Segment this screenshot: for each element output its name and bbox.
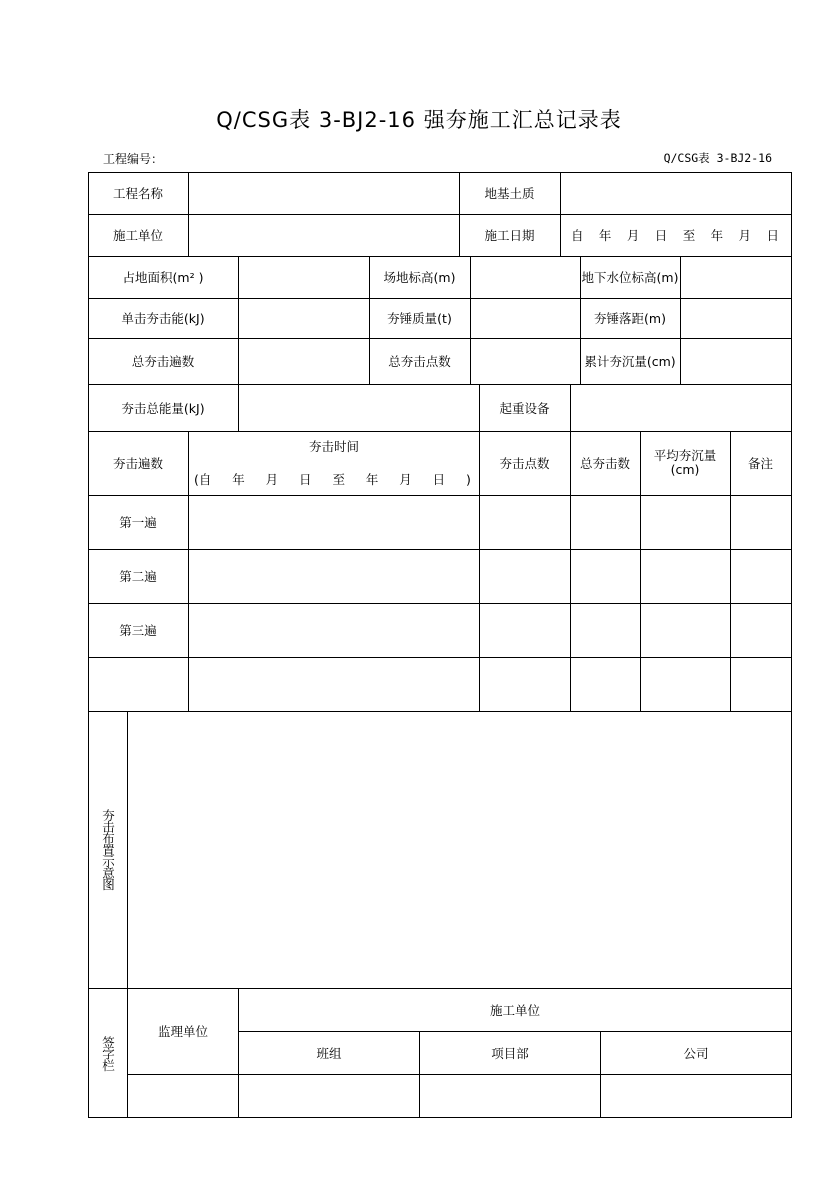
team-signature-field[interactable] xyxy=(239,1075,419,1117)
area-label: 占地面积(m² ) xyxy=(122,270,204,285)
time-from: (自 xyxy=(194,472,212,487)
total-passes-label: 总夯击遍数 xyxy=(131,354,195,369)
layout-diagram-label: 夯击布置示意图 xyxy=(100,809,116,890)
total-hits-header: 总夯击数 xyxy=(579,456,630,471)
date-day: 日 xyxy=(654,228,668,243)
avg-settlement-title: 平均夯沉量 xyxy=(653,448,717,463)
time-close: ) xyxy=(466,471,471,487)
construction-unit-label: 施工单位 xyxy=(112,228,163,243)
team-label: 班组 xyxy=(316,1045,342,1061)
time-month: 月 xyxy=(399,472,412,487)
total-points-label: 总夯击点数 xyxy=(388,354,451,369)
project-name-label: 工程名称 xyxy=(112,186,163,201)
total-points-field[interactable] xyxy=(471,338,580,384)
groundwater-elevation-field[interactable] xyxy=(681,256,791,298)
page-title: Q/CSG表 3-BJ2-16 强夯施工汇总记录表 xyxy=(216,108,622,132)
record-form-table xyxy=(88,172,792,1118)
supervision-unit-label: 监理单位 xyxy=(157,1024,208,1039)
total-energy-label: 夯击总能量(kJ) xyxy=(121,400,205,416)
construction-unit-header: 施工单位 xyxy=(489,1002,540,1018)
date-year: 年 xyxy=(710,228,724,243)
site-elevation-field[interactable] xyxy=(471,256,580,298)
row-line xyxy=(88,603,792,604)
area-field[interactable] xyxy=(239,256,369,298)
row-line xyxy=(88,657,792,658)
single-energy-label: 单击夯击能(kJ) xyxy=(121,311,205,326)
time-header: 夯击时间 xyxy=(308,439,359,454)
supervision-signature-field[interactable] xyxy=(128,1075,238,1117)
date-month: 月 xyxy=(626,228,640,243)
form-code: Q/CSG表 3-BJ2-16 xyxy=(663,151,772,165)
construction-date-range[interactable] xyxy=(561,214,791,256)
construction-date-label: 施工日期 xyxy=(484,228,535,243)
pass-row-label: 第二遍 xyxy=(119,569,157,584)
site-elevation-label: 场地标高(m) xyxy=(383,270,456,285)
total-energy-field[interactable] xyxy=(239,384,479,431)
points-header: 夯击点数 xyxy=(499,456,550,471)
hammer-mass-label: 夯锤质量(t) xyxy=(387,311,452,326)
time-year: 年 xyxy=(365,472,379,487)
pass-header: 夯击遍数 xyxy=(112,456,163,471)
project-dept-signature-field[interactable] xyxy=(420,1075,600,1117)
company-label: 公司 xyxy=(683,1045,709,1061)
row-line xyxy=(88,495,792,496)
avg-settlement-header xyxy=(640,431,730,495)
project-dept-label: 项目部 xyxy=(491,1045,529,1061)
row-line xyxy=(88,549,792,550)
time-day: 日 xyxy=(432,472,446,487)
project-name-field[interactable] xyxy=(189,172,459,214)
remark-header: 备注 xyxy=(747,456,773,471)
pass-row-label: 第三遍 xyxy=(119,623,157,638)
time-range xyxy=(189,468,479,490)
cumulative-settlement-label: 累计夯沉量(cm) xyxy=(584,354,676,369)
time-month: 月 xyxy=(265,472,279,487)
pass-row-label: 第一遍 xyxy=(119,515,157,530)
lifting-equipment-field[interactable] xyxy=(571,384,791,431)
lifting-equipment-label: 起重设备 xyxy=(499,400,550,416)
date-month: 月 xyxy=(738,228,752,243)
border-bottom xyxy=(88,1117,792,1118)
cumulative-settlement-field[interactable] xyxy=(681,338,791,384)
avg-settlement-unit: (cm) xyxy=(670,462,700,477)
signature-label: 签字栏 xyxy=(100,1035,116,1071)
groundwater-elevation-label: 地下水位标高(m) xyxy=(581,270,679,285)
total-passes-field[interactable] xyxy=(239,338,369,384)
foundation-soil-label: 地基土质 xyxy=(484,186,535,201)
hammer-drop-field[interactable] xyxy=(681,298,791,338)
date-to: 至 xyxy=(682,228,696,243)
hammer-mass-field[interactable] xyxy=(471,298,580,338)
time-year: 年 xyxy=(232,472,245,487)
foundation-soil-field[interactable] xyxy=(561,172,791,214)
date-from: 自 xyxy=(571,228,584,243)
company-signature-field[interactable] xyxy=(601,1075,791,1117)
date-day: 日 xyxy=(766,228,779,243)
construction-unit-field[interactable] xyxy=(189,214,459,256)
layout-diagram-area[interactable] xyxy=(128,711,791,988)
hammer-drop-label: 夯锤落距(m) xyxy=(594,311,666,326)
pass-row-label xyxy=(88,657,188,711)
date-year: 年 xyxy=(598,228,612,243)
time-to: 至 xyxy=(332,472,345,487)
single-energy-field[interactable] xyxy=(239,298,369,338)
border-right xyxy=(791,172,792,1118)
project-number-label: 工程编号： xyxy=(103,152,164,166)
time-day: 日 xyxy=(299,472,312,487)
